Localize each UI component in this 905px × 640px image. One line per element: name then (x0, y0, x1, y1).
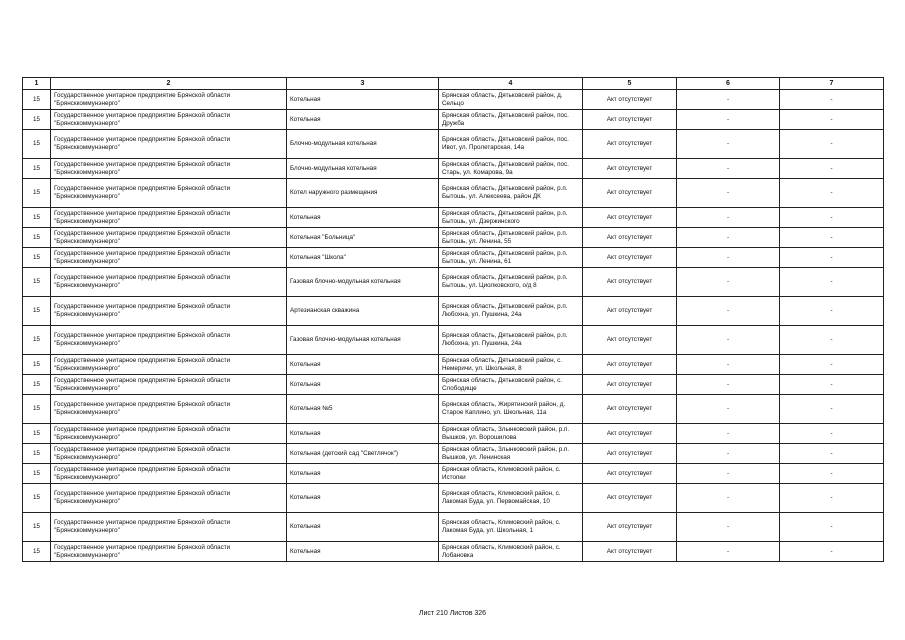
organization-cell: Государственное унитарное предприятие Брянской области "Брянсккоммунэнерго" (51, 513, 287, 542)
organization-cell: Государственное унитарное предприятие Брянской области "Брянсккоммунэнерго" (51, 110, 287, 130)
organization-cell: Государственное унитарное предприятие Брянской области "Брянсккоммунэнерго" (51, 326, 287, 355)
column-header-2: 2 (51, 78, 287, 90)
object-name-cell: Котельная (287, 110, 439, 130)
act-status-cell: Акт отсутствует (583, 464, 677, 484)
column-7-cell: - (780, 375, 884, 395)
act-status-cell: Акт отсутствует (583, 90, 677, 110)
address-cell: Брянская область, Дятьковский район, р.п. Бытошь, ул. Дзержинского (439, 208, 583, 228)
column-header-6: 6 (677, 78, 780, 90)
organization-cell: Государственное унитарное предприятие Брянской области "Брянсккоммунэнерго" (51, 248, 287, 268)
table-row (23, 484, 884, 513)
column-7-cell: - (780, 228, 884, 248)
row-number-cell: 15 (23, 424, 51, 444)
row-number-cell: 15 (23, 130, 51, 159)
organization-cell: Государственное унитарное предприятие Брянской области "Брянсккоммунэнерго" (51, 484, 287, 513)
address-cell: Брянская область, Дятьковский район, р.п. Любохна, ул. Пушкина, 24а (439, 297, 583, 326)
table-row (23, 248, 884, 268)
table-row (23, 395, 884, 424)
column-6-cell: - (677, 208, 780, 228)
column-6-cell: - (677, 297, 780, 326)
act-status-cell: Акт отсутствует (583, 484, 677, 513)
organization-cell: Государственное унитарное предприятие Брянской области "Брянсккоммунэнерго" (51, 159, 287, 179)
row-number-cell: 15 (23, 248, 51, 268)
address-cell: Брянская область, Климовский район, с. Лобановка (439, 542, 583, 562)
address-cell: Брянская область, Дятьковский район, пос. Ивот, ул. Пролетарская, 14а (439, 130, 583, 159)
table-row (23, 268, 884, 297)
column-7-cell: - (780, 355, 884, 375)
row-number-cell: 15 (23, 513, 51, 542)
act-status-cell: Акт отсутствует (583, 159, 677, 179)
object-name-cell: Котельная (287, 464, 439, 484)
table-row (23, 464, 884, 484)
organization-cell: Государственное унитарное предприятие Брянской области "Брянсккоммунэнерго" (51, 542, 287, 562)
address-cell: Брянская область, Дятьковский район, пос. Старь, ул. Комарова, 9а (439, 159, 583, 179)
header-row (23, 78, 884, 90)
address-cell: Брянская область, Дятьковский район, д. Сельцо (439, 90, 583, 110)
act-status-cell: Акт отсутствует (583, 179, 677, 208)
act-status-cell: Акт отсутствует (583, 130, 677, 159)
object-name-cell: Котельная "Больница" (287, 228, 439, 248)
column-6-cell: - (677, 424, 780, 444)
organization-cell: Государственное унитарное предприятие Брянской области "Брянсккоммунэнерго" (51, 464, 287, 484)
table-row (23, 355, 884, 375)
table-row (23, 542, 884, 562)
act-status-cell: Акт отсутствует (583, 208, 677, 228)
object-name-cell: Котельная (287, 90, 439, 110)
object-name-cell: Артезианская скважина (287, 297, 439, 326)
object-name-cell: Котельная (287, 542, 439, 562)
page-number-label: Лист 210 Листов 326 (418, 610, 487, 617)
row-number-cell: 15 (23, 355, 51, 375)
column-7-cell: - (780, 395, 884, 424)
organization-cell: Государственное унитарное предприятие Брянской области "Брянсккоммунэнерго" (51, 208, 287, 228)
column-7-cell: - (780, 326, 884, 355)
object-name-cell: Котельная (287, 513, 439, 542)
row-number-cell: 15 (23, 159, 51, 179)
object-name-cell: Газовая блочно-модульная котельная (287, 326, 439, 355)
act-status-cell: Акт отсутствует (583, 513, 677, 542)
column-6-cell: - (677, 228, 780, 248)
table-row (23, 110, 884, 130)
table-row (23, 130, 884, 159)
row-number-cell: 15 (23, 297, 51, 326)
address-cell: Брянская область, Дятьковский район, с. Слободище (439, 375, 583, 395)
column-header-5: 5 (583, 78, 677, 90)
row-number-cell: 15 (23, 90, 51, 110)
row-number-cell: 15 (23, 542, 51, 562)
registry-table-container (22, 77, 883, 562)
column-6-cell: - (677, 110, 780, 130)
organization-cell: Государственное унитарное предприятие Брянской области "Брянсккоммунэнерго" (51, 355, 287, 375)
column-7-cell: - (780, 90, 884, 110)
organization-cell: Государственное унитарное предприятие Брянской области "Брянсккоммунэнерго" (51, 395, 287, 424)
organization-cell: Государственное унитарное предприятие Брянской области "Брянсккоммунэнерго" (51, 268, 287, 297)
address-cell: Брянская область, Дятьковский район, р.п. Бытошь, ул. Циолковского, о/д 8 (439, 268, 583, 297)
address-cell: Брянская область, Климовский район, с. Лакомая Буда, ул. Школьная, 1 (439, 513, 583, 542)
column-7-cell: - (780, 513, 884, 542)
column-7-cell: - (780, 484, 884, 513)
row-number-cell: 15 (23, 375, 51, 395)
act-status-cell: Акт отсутствует (583, 326, 677, 355)
organization-cell: Государственное унитарное предприятие Брянской области "Брянсккоммунэнерго" (51, 297, 287, 326)
object-name-cell: Котельная (287, 484, 439, 513)
act-status-cell: Акт отсутствует (583, 375, 677, 395)
row-number-cell: 15 (23, 228, 51, 248)
registry-table (22, 77, 884, 562)
column-7-cell: - (780, 248, 884, 268)
column-7-cell: - (780, 268, 884, 297)
organization-cell: Государственное унитарное предприятие Брянской области "Брянсккоммунэнерго" (51, 130, 287, 159)
organization-cell: Государственное унитарное предприятие Брянской области "Брянсккоммунэнерго" (51, 424, 287, 444)
object-name-cell: Котельная №5 (287, 395, 439, 424)
object-name-cell: Котел наружного размещения (287, 179, 439, 208)
act-status-cell: Акт отсутствует (583, 297, 677, 326)
address-cell: Брянская область, Дятьковский район, р.п. Любохна, ул. Пушкина, 24а (439, 326, 583, 355)
organization-cell: Государственное унитарное предприятие Брянской области "Брянсккоммунэнерго" (51, 375, 287, 395)
page-footer (0, 610, 905, 617)
address-cell: Брянская область, Дятьковский район, р.п. Бытошь, ул. Ленина, 55 (439, 228, 583, 248)
act-status-cell: Акт отсутствует (583, 444, 677, 464)
address-cell: Брянская область, Злынковский район, р.п. Вышков, ул. Ленинская (439, 444, 583, 464)
address-cell: Брянская область, Дятьковский район, р.п. Бытошь, ул. Ленина, 61 (439, 248, 583, 268)
address-cell: Брянская область, Дятьковский район, р.п. Бытошь, ул. Алексеева, район ДК (439, 179, 583, 208)
address-cell: Брянская область, Климовский район, с. Истопки (439, 464, 583, 484)
object-name-cell: Котельная (287, 355, 439, 375)
row-number-cell: 15 (23, 464, 51, 484)
act-status-cell: Акт отсутствует (583, 268, 677, 297)
object-name-cell: Котельная (287, 424, 439, 444)
column-6-cell: - (677, 130, 780, 159)
address-cell: Брянская область, Дятьковский район, пос. Дружба (439, 110, 583, 130)
column-header-7: 7 (780, 78, 884, 90)
column-7-cell: - (780, 542, 884, 562)
object-name-cell: Газовая блочно-модульная котельная (287, 268, 439, 297)
table-row (23, 90, 884, 110)
column-6-cell: - (677, 542, 780, 562)
row-number-cell: 15 (23, 326, 51, 355)
column-header-1: 1 (23, 78, 51, 90)
table-row (23, 179, 884, 208)
column-6-cell: - (677, 513, 780, 542)
act-status-cell: Акт отсутствует (583, 110, 677, 130)
object-name-cell: Блочно-модульная котельная (287, 159, 439, 179)
table-row (23, 326, 884, 355)
organization-cell: Государственное унитарное предприятие Брянской области "Брянсккоммунэнерго" (51, 179, 287, 208)
table-row (23, 228, 884, 248)
column-6-cell: - (677, 159, 780, 179)
table-row (23, 444, 884, 464)
column-6-cell: - (677, 484, 780, 513)
column-6-cell: - (677, 464, 780, 484)
table-row (23, 159, 884, 179)
column-7-cell: - (780, 159, 884, 179)
object-name-cell: Котельная (детский сад "Светлячок") (287, 444, 439, 464)
row-number-cell: 15 (23, 208, 51, 228)
column-6-cell: - (677, 179, 780, 208)
column-6-cell: - (677, 355, 780, 375)
column-6-cell: - (677, 444, 780, 464)
column-7-cell: - (780, 208, 884, 228)
object-name-cell: Котельная (287, 375, 439, 395)
table-row (23, 297, 884, 326)
row-number-cell: 15 (23, 179, 51, 208)
address-cell: Брянская область, Жирятинский район, д. Старое Каплино, ул. Школьная, 11а (439, 395, 583, 424)
column-7-cell: - (780, 179, 884, 208)
column-7-cell: - (780, 444, 884, 464)
column-6-cell: - (677, 395, 780, 424)
address-cell: Брянская область, Дятьковский район, с. Немеричи, ул. Школьная, 8 (439, 355, 583, 375)
column-6-cell: - (677, 90, 780, 110)
act-status-cell: Акт отсутствует (583, 542, 677, 562)
column-header-3: 3 (287, 78, 439, 90)
row-number-cell: 15 (23, 110, 51, 130)
act-status-cell: Акт отсутствует (583, 395, 677, 424)
address-cell: Брянская область, Злынковский район, р.п. Вышков, ул. Ворошилова (439, 424, 583, 444)
column-6-cell: - (677, 268, 780, 297)
organization-cell: Государственное унитарное предприятие Брянской области "Брянсккоммунэнерго" (51, 444, 287, 464)
column-6-cell: - (677, 326, 780, 355)
column-7-cell: - (780, 297, 884, 326)
table-header (23, 78, 884, 90)
column-6-cell: - (677, 375, 780, 395)
column-7-cell: - (780, 424, 884, 444)
table-row (23, 375, 884, 395)
row-number-cell: 15 (23, 444, 51, 464)
table-row (23, 424, 884, 444)
column-7-cell: - (780, 130, 884, 159)
act-status-cell: Акт отсутствует (583, 248, 677, 268)
row-number-cell: 15 (23, 268, 51, 297)
column-header-4: 4 (439, 78, 583, 90)
act-status-cell: Акт отсутствует (583, 355, 677, 375)
table-row (23, 208, 884, 228)
organization-cell: Государственное унитарное предприятие Брянской области "Брянсккоммунэнерго" (51, 228, 287, 248)
table-row (23, 513, 884, 542)
act-status-cell: Акт отсутствует (583, 228, 677, 248)
table-body (23, 90, 884, 562)
row-number-cell: 15 (23, 395, 51, 424)
object-name-cell: Блочно-модульная котельная (287, 130, 439, 159)
column-7-cell: - (780, 464, 884, 484)
object-name-cell: Котельная "Школа" (287, 248, 439, 268)
column-6-cell: - (677, 248, 780, 268)
act-status-cell: Акт отсутствует (583, 424, 677, 444)
column-7-cell: - (780, 110, 884, 130)
object-name-cell: Котельная (287, 208, 439, 228)
address-cell: Брянская область, Климовский район, с. Лакомая Буда, ул. Первомайская, 10 (439, 484, 583, 513)
row-number-cell: 15 (23, 484, 51, 513)
organization-cell: Государственное унитарное предприятие Брянской области "Брянсккоммунэнерго" (51, 90, 287, 110)
